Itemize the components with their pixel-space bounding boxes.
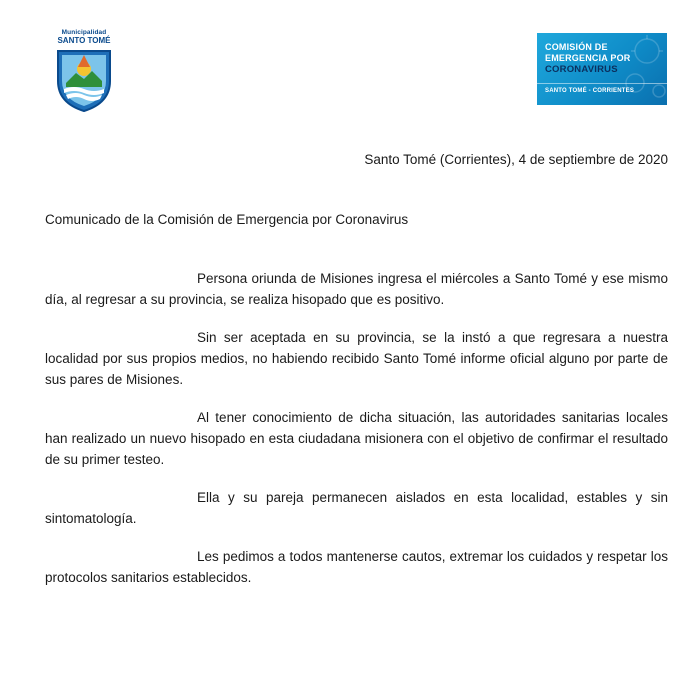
document-heading: Comunicado de la Comisión de Emergencia por Coronavirus <box>45 212 409 227</box>
municipal-shield-icon <box>54 47 114 113</box>
paragraph: Persona oriunda de Misiones ingresa el miércoles a Santo Tomé y ese mismo día, al regresar a su provincia, se realiza hisopado que es positivo. <box>45 271 668 307</box>
badge-line-2: EMERGENCIA POR <box>545 53 631 63</box>
municipality-label: Municipalidad <box>61 29 107 36</box>
badge-subtitle: SANTO TOMÉ - CORRIENTES <box>545 88 635 94</box>
badge-line-1: COMISIÓN DE <box>545 42 608 52</box>
badge-line-3: CORONAVIRUS <box>545 64 618 75</box>
document-body <box>45 268 668 605</box>
paragraph: Les pedimos a todos mantenerse cautos, extremar los cuidados y respetar los protocolos sanitarios establecidos. <box>45 549 668 585</box>
paragraph: Ella y su pareja permanecen aislados en esta localidad, estables y sin sintomatología. <box>45 490 668 526</box>
paragraph: Sin ser aceptada en su provincia, se la instó a que regresara a nuestra localidad por sus propios medios, no habiendo recibido Santo Tomé informe oficial alguno por parte de sus pares de Misiones. <box>45 330 668 387</box>
document-date: Santo Tomé (Corrientes), 4 de septiembre de 2020 <box>364 152 668 167</box>
municipality-logo <box>52 30 116 114</box>
emergency-commission-badge <box>537 33 667 105</box>
municipality-name: SANTO TOMÉ <box>57 36 111 45</box>
paragraph: Al tener conocimiento de dicha situación, las autoridades sanitarias locales han realizado un nuevo hisopado en esta ciudadana misionera con el objetivo de confirmar el resultado de su primer testeo. <box>45 410 668 467</box>
